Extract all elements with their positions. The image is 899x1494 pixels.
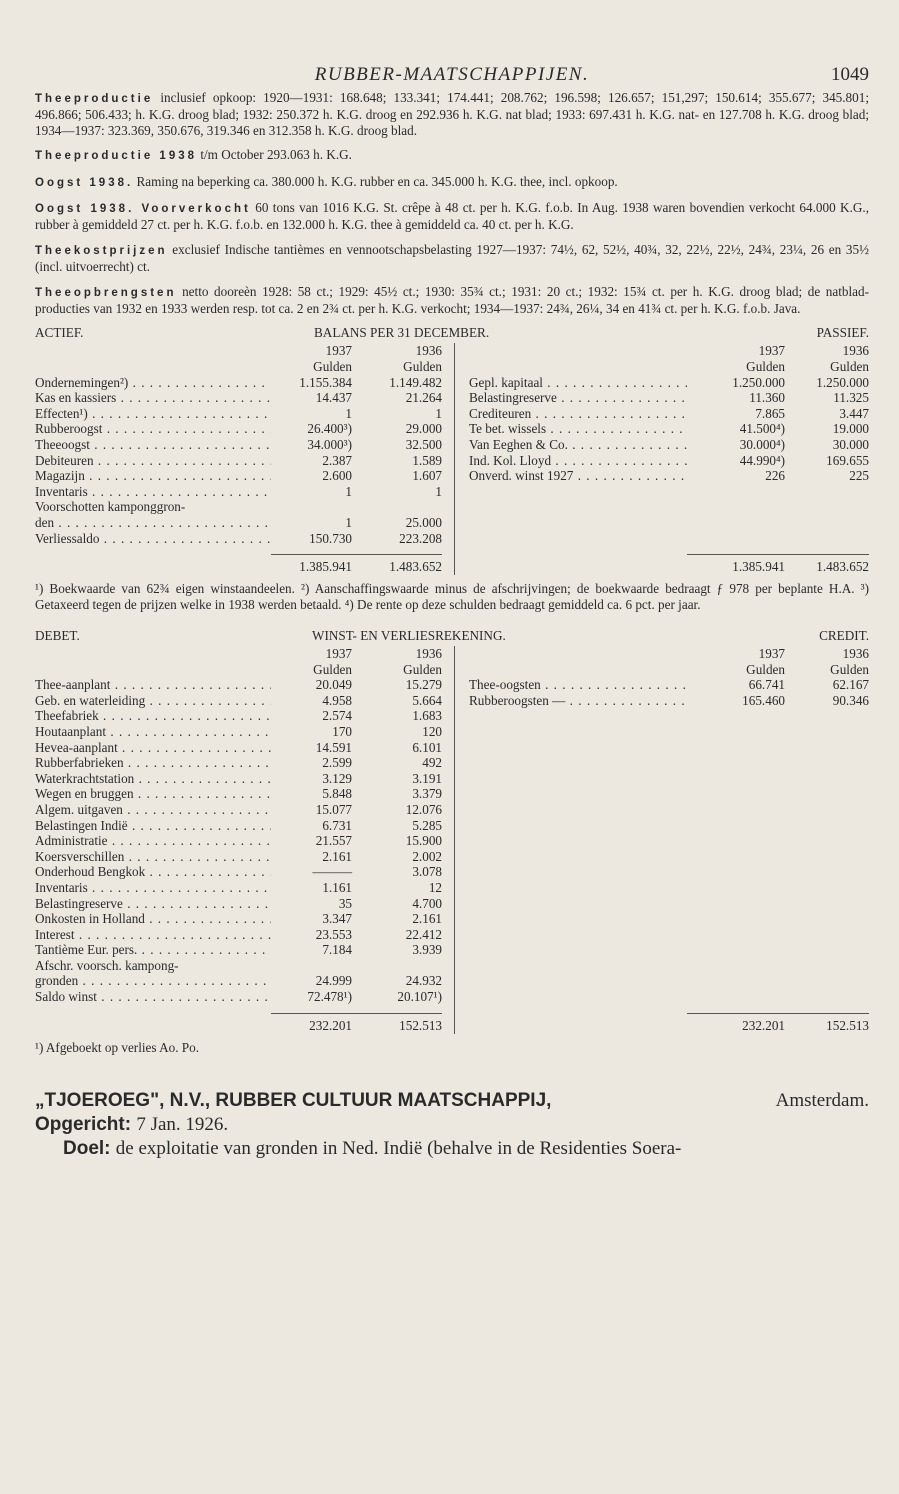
debet-column <box>35 646 455 1005</box>
unit-label: Gulden <box>313 359 352 375</box>
value-1936: 62.167 <box>832 677 869 693</box>
actief-total-1937: 1.385.941 <box>299 559 352 575</box>
table-row <box>469 437 869 453</box>
value-1937: 7.184 <box>322 942 352 958</box>
actief-heading: ACTIEF. <box>35 325 84 341</box>
balance-headings <box>35 325 869 343</box>
debet-rows <box>35 677 454 1004</box>
year-header-row <box>35 343 454 359</box>
table-row <box>469 406 869 422</box>
doel-value: de exploitatie van gronden in Ned. Indië (behalve in de Residenties Soera- <box>115 1138 682 1160</box>
value-1937: 3.129 <box>322 770 352 786</box>
running-title: RUBBER-MAATSCHAPPIJEN. <box>314 64 590 85</box>
value-1936: 492 <box>422 755 442 771</box>
table-row <box>35 390 454 406</box>
value-1937: 1.250.000 <box>732 374 785 390</box>
value-1936: 3.447 <box>839 405 869 421</box>
row-label: Koersverschillen . . . <box>35 849 271 865</box>
value-1937: 41.500⁴) <box>739 421 785 437</box>
value-1937: 1.161 <box>322 879 352 895</box>
company-name: „TJOEROEG", N.V., RUBBER CULTUUR MAATSCHAPPIJ, <box>35 1090 552 1112</box>
unit-header-row <box>469 359 869 375</box>
unit-header-row <box>35 359 454 375</box>
value-1936: 20.107¹) <box>397 989 442 1005</box>
table-row <box>35 693 454 709</box>
table-row <box>35 708 454 724</box>
table-row <box>35 927 454 943</box>
paragraph <box>35 284 869 317</box>
actief-column <box>35 343 455 546</box>
value-1936: 15.900 <box>405 833 442 849</box>
unit-label: Gulden <box>830 661 869 677</box>
pl-footnote: ¹) Afgeboekt op verlies Ao. Po. <box>35 1039 200 1055</box>
value-1937: 30.000⁴) <box>739 437 785 453</box>
table-row <box>35 989 454 1005</box>
opgericht-value: 7 Jan. 1926. <box>136 1114 229 1136</box>
profit-loss-account <box>35 628 869 1055</box>
value-1937: 2.161 <box>322 848 352 864</box>
opgericht-label: Opgericht: <box>35 1114 132 1136</box>
unit-label: Gulden <box>746 661 785 677</box>
debet-total-1936: 152.513 <box>399 1017 442 1033</box>
paragraph-lead: Oogst 1938. Voorverkocht <box>35 203 251 216</box>
credit-column <box>455 646 869 1005</box>
paragraph-text: exclusief Indische tantièmes en vennootschapsbelasting 1927—1937: 74½, 62, 52½, 40¾, 32, 22½, 22½, 24¾, 23¼, 26 en 35½ (incl. uitvoerrecht) ct. <box>35 241 870 275</box>
paragraph <box>35 200 869 233</box>
row-label: Inventaris . . . <box>35 880 271 896</box>
value-1936: 12.076 <box>405 801 442 817</box>
row-label: Onverd. winst 1927 . . . <box>469 468 687 484</box>
table-row <box>35 833 454 849</box>
year-1936: 1936 <box>415 343 442 359</box>
value-1937: 1 <box>345 483 352 499</box>
paragraph-text: t/m October 293.063 h. K.G. <box>200 147 352 163</box>
value-1937: 1 <box>345 405 352 421</box>
year-1936: 1936 <box>842 343 869 359</box>
actief-rows <box>35 375 454 547</box>
row-label: Geb. en waterleiding . . . <box>35 693 271 709</box>
year-1937: 1937 <box>325 646 352 661</box>
value-1937: 4.958 <box>322 692 352 708</box>
credit-heading: CREDIT. <box>819 628 869 643</box>
table-row <box>35 375 454 391</box>
credit-rows <box>469 677 869 708</box>
row-label: Houtaanplant . . . <box>35 724 271 740</box>
page-number: 1049 <box>831 64 869 85</box>
table-row <box>35 484 454 500</box>
paragraph <box>35 90 869 138</box>
table-row <box>35 677 454 693</box>
table-row <box>469 453 869 469</box>
table-row <box>35 880 454 896</box>
debet-heading: DEBET. <box>35 628 80 643</box>
unit-header-row <box>469 662 869 678</box>
row-label: Onderhoud Bengkok . . . <box>35 864 271 880</box>
debet-total-1937: 232.201 <box>309 1017 352 1033</box>
table-row <box>35 468 454 484</box>
row-label: Te bet. wissels . . . <box>469 421 687 437</box>
table-row <box>469 390 869 406</box>
paragraph-lead: Theeproductie <box>35 93 154 105</box>
row-label: Belastingen Indië . . . <box>35 818 271 834</box>
value-1937 <box>271 958 352 974</box>
year-header-row <box>469 646 869 662</box>
year-1937: 1937 <box>758 646 785 661</box>
paragraph <box>35 174 869 191</box>
value-1936: 11.325 <box>833 390 869 406</box>
value-1936: 5.664 <box>412 692 442 708</box>
paragraph-lead: Theeproductie 1938 <box>35 150 198 163</box>
value-1936: 22.412 <box>405 926 442 942</box>
value-1936: 29.000 <box>405 421 442 437</box>
value-1937: 5.848 <box>322 786 352 802</box>
year-1936: 1936 <box>415 646 442 661</box>
table-row <box>469 468 869 484</box>
row-label: Rubberoogsten — . . . <box>469 693 687 709</box>
value-1937: 26.400³) <box>307 421 352 437</box>
row-label: Rubberfabrieken . . . <box>35 755 271 771</box>
value-1936: 32.500 <box>405 437 442 453</box>
row-label: Magazijn . . . <box>35 468 271 484</box>
value-1936: 4.700 <box>412 895 442 911</box>
value-1937: 2.387 <box>322 452 352 468</box>
intro-paragraphs <box>35 90 869 316</box>
value-1936: 1.589 <box>412 452 442 468</box>
unit-header-row <box>35 662 454 678</box>
value-1936: 5.285 <box>412 817 442 833</box>
year-header-row <box>35 646 454 662</box>
row-label: Thee-oogsten . . . <box>469 677 687 693</box>
row-label: Ondernemingen²) . . . <box>35 375 271 391</box>
value-1936: 24.932 <box>405 973 442 989</box>
year-header-row <box>469 343 869 359</box>
table-row <box>469 693 869 709</box>
value-1936: 6.101 <box>412 739 442 755</box>
value-1937: 1.155.384 <box>299 374 352 390</box>
table-row <box>469 677 869 693</box>
unit-label: Gulden <box>403 661 442 677</box>
value-1936: 21.264 <box>405 390 442 406</box>
row-label: Effecten¹) . . . <box>35 406 271 422</box>
balance-columns <box>35 343 869 546</box>
value-1936: 1.607 <box>412 468 442 484</box>
value-1936: 225 <box>849 468 869 484</box>
row-label: Inventaris . . . <box>35 484 271 500</box>
paragraph-lead: Theeopbrengsten <box>35 286 177 299</box>
value-1936: 90.346 <box>832 692 869 708</box>
table-row <box>35 499 454 515</box>
value-1937: ——— <box>312 864 352 880</box>
value-1936: 1.149.482 <box>389 374 442 390</box>
paragraph <box>35 242 869 275</box>
table-row <box>35 771 454 787</box>
year-1937: 1937 <box>758 343 785 359</box>
table-row <box>35 818 454 834</box>
row-label: Belastingreserve . . . <box>469 390 687 406</box>
table-row <box>35 531 454 547</box>
doel-label: Doel: <box>63 1138 111 1160</box>
row-label: Verliessaldo . . . <box>35 531 271 547</box>
actief-total-1936: 1.483.652 <box>389 559 442 575</box>
value-1936: 25.000 <box>405 515 442 530</box>
value-1937: 24.999 <box>315 973 352 989</box>
value-1937: 35 <box>338 895 352 911</box>
pl-totals <box>35 1005 869 1034</box>
value-1937: 23.553 <box>315 926 352 942</box>
value-1937: 3.347 <box>322 911 352 927</box>
value-1937: 66.741 <box>748 677 785 693</box>
row-label: Rubberoogst . . . <box>35 421 271 437</box>
value-1936: 19.000 <box>832 421 869 437</box>
table-row <box>35 740 454 756</box>
value-1936 <box>352 958 442 974</box>
paragraph-lead: Oogst 1938. <box>35 176 134 189</box>
pl-title: WINST- EN VERLIESREKENING. <box>312 628 506 643</box>
passief-rows <box>469 375 869 484</box>
company-city: Amsterdam. <box>775 1090 869 1112</box>
row-label: Waterkrachtstation . . . <box>35 771 271 787</box>
value-1937: 11.360 <box>749 390 785 406</box>
value-1937: 2.574 <box>322 708 352 724</box>
table-row <box>35 958 454 974</box>
passief-total-1937: 1.385.941 <box>732 559 785 575</box>
balance-sheet <box>35 325 869 612</box>
value-1936: 1.683 <box>412 708 442 724</box>
credit-total-1936: 152.513 <box>826 1017 869 1033</box>
table-row <box>35 453 454 469</box>
value-1937: 14.591 <box>315 739 352 755</box>
passief-total-1936: 1.483.652 <box>816 559 869 575</box>
row-label: Ind. Kol. Lloyd . . . <box>469 453 687 469</box>
value-1936: 2.161 <box>412 911 442 927</box>
doel-line <box>35 1137 869 1161</box>
unit-label: Gulden <box>403 359 442 375</box>
row-label: Administratie . . . <box>35 833 271 849</box>
unit-label: Gulden <box>746 359 785 375</box>
paragraph-text: 60 tons van 1016 K.G. St. crêpe à 48 ct. per h. K.G. f.o.b. In Aug. 1938 waren bovendien verkocht 64.000 K.G., rubber à gemiddeld 27 ct. per h. K.G. f.o.b. en 132.000 h. K.G. thee à gemiddeld ca. 40 ct. per h. K.G. <box>35 200 869 233</box>
table-row <box>35 942 454 958</box>
balance-totals <box>35 546 869 575</box>
balance-footnote: ¹) Boekwaarde van 62¾ eigen winstaandeelen. ²) Aanschaffingswaarde minus de afschrijvingen; de boekwaarde bedraagt ƒ 978 per beplante H.A. ³) Getaxeerd tegen de prijzen welke in 1938 werden betaald. ⁴) De rente op deze schulden bedraagt gemiddeld ca. 6 pct. per jaar. <box>35 581 869 612</box>
table-row <box>35 896 454 912</box>
value-1937: 21.557 <box>315 833 352 849</box>
credit-total-1937: 232.201 <box>742 1017 785 1033</box>
pl-headings <box>35 628 869 646</box>
row-label: Hevea-aanplant . . . <box>35 740 271 756</box>
value-1936: 12 <box>428 879 442 895</box>
value-1937: 14.437 <box>315 390 352 406</box>
paragraph-text: Raming na beperking ca. 380.000 h. K.G. rubber en ca. 345.000 h. K.G. thee, incl. opkoop. <box>136 173 618 189</box>
passief-heading: PASSIEF. <box>816 325 869 341</box>
row-label: Theefabriek . . . <box>35 708 271 724</box>
page-header <box>35 60 869 90</box>
value-1936: 3.939 <box>412 942 442 958</box>
value-1936 <box>352 499 442 515</box>
value-1937: 20.049 <box>315 677 352 693</box>
value-1936: 1 <box>435 483 442 499</box>
row-label: Wegen en bruggen . . . <box>35 786 271 802</box>
value-1936: 2.002 <box>412 848 442 864</box>
row-label: Interest . . . <box>35 927 271 943</box>
company-name-line <box>35 1089 869 1113</box>
paragraph <box>35 147 869 164</box>
value-1936: 15.279 <box>405 677 442 693</box>
paragraph-text: netto dooreèn 1928: 58 ct.; 1929: 45½ ct.; 1930: 35¾ ct.; 1931: 20 ct.; 1932: 15¾ ct. per h. K.G. droog blad; de natblad-producties van 1932 en 1933 werden resp. tot ca. 2 en 2¾ ct. per h. K.G. verkocht; 1934—1937: 24¾, 26¼, 34 en 41¾ ct. per h. K.G. f.o.b. Java. <box>35 283 870 317</box>
value-1936: 3.078 <box>412 864 442 880</box>
table-row <box>35 802 454 818</box>
value-1936: 3.191 <box>412 770 442 786</box>
value-1937: 226 <box>765 468 785 484</box>
table-row <box>469 375 869 391</box>
row-label: Van Eeghen & Co. . . . <box>469 437 687 453</box>
row-label: Onkosten in Holland . . . <box>35 911 271 927</box>
row-label: Kas en kassiers . . . <box>35 390 271 406</box>
table-row <box>469 421 869 437</box>
value-1937: 7.865 <box>755 405 785 421</box>
value-1936: 1 <box>435 405 442 421</box>
table-row <box>35 406 454 422</box>
row-label: Theeoogst . . . <box>35 437 271 453</box>
table-row <box>35 724 454 740</box>
row-label: Gepl. kapitaal . . . <box>469 375 687 391</box>
unit-label: Gulden <box>313 661 352 677</box>
value-1937: 44.990⁴) <box>739 452 785 468</box>
table-row <box>35 421 454 437</box>
table-row <box>35 786 454 802</box>
value-1936: 1.250.000 <box>816 374 869 390</box>
row-label: Debiteuren . . . <box>35 453 271 469</box>
table-row <box>35 437 454 453</box>
value-1937: 165.460 <box>742 692 785 708</box>
value-1937: 170 <box>332 723 352 739</box>
value-1937: 34.000³) <box>307 437 352 453</box>
company-entry <box>35 1089 869 1161</box>
value-1937: 6.731 <box>322 817 352 833</box>
value-1936: 120 <box>422 723 442 739</box>
pl-columns <box>35 646 869 1005</box>
paragraph-text: inclusief opkoop: 1920—1931: 168.648; 133.341; 174.441; 208.762; 196.598; 126.657; 151,297; 150.614; 355.677; 345.801; 496.866; 506.433; h. K.G. droog blad; 1932: 250.372 h. K.G. droog en 292.936 h. K.G. nat blad; 1933: 697.431 h. K.G. nat- en 127.708 h. K.G. droog blad; 1934—1937: 323.369, 350.676, 319.346 en 312.358 h. K.G. droog blad. <box>35 90 869 138</box>
table-row <box>35 755 454 771</box>
unit-label: Gulden <box>830 359 869 375</box>
table-row <box>35 515 454 531</box>
row-label: Voorschotten kamponggron- <box>35 499 186 515</box>
row-label: Saldo winst . . . <box>35 989 271 1005</box>
row-label: den . . . <box>35 515 271 531</box>
paragraph-lead: Theekostprijzen <box>35 244 168 257</box>
row-label: Belastingreserve . . . <box>35 896 271 912</box>
value-1937: 1 <box>345 515 352 530</box>
value-1937: 2.599 <box>322 755 352 771</box>
value-1936: 3.379 <box>412 786 442 802</box>
row-label: Crediteuren . . . <box>469 406 687 422</box>
document-page <box>35 60 869 1161</box>
row-label: gronden . . . <box>35 973 271 989</box>
row-label: Afschr. voorsch. kampong- <box>35 957 179 973</box>
value-1936: 169.655 <box>826 452 869 468</box>
value-1937: 15.077 <box>315 801 352 817</box>
passief-column <box>455 343 869 546</box>
opgericht-line <box>35 1113 869 1137</box>
value-1937: 150.730 <box>309 530 352 546</box>
value-1936: 30.000 <box>832 437 869 453</box>
balance-title: BALANS PER 31 DECEMBER. <box>314 325 490 341</box>
row-label: Algem. uitgaven . . . <box>35 802 271 818</box>
table-row <box>35 911 454 927</box>
table-row <box>35 849 454 865</box>
year-1937: 1937 <box>325 343 352 359</box>
value-1937: 2.600 <box>322 468 352 484</box>
value-1937: 72.478¹) <box>307 989 352 1005</box>
value-1936: 223.208 <box>399 530 442 546</box>
table-row <box>35 973 454 989</box>
year-1936: 1936 <box>842 646 869 661</box>
row-label: Tantième Eur. pers. . . . <box>35 942 271 958</box>
row-label: Thee-aanplant . . . <box>35 677 271 693</box>
table-row <box>35 864 454 880</box>
value-1937 <box>271 499 352 515</box>
